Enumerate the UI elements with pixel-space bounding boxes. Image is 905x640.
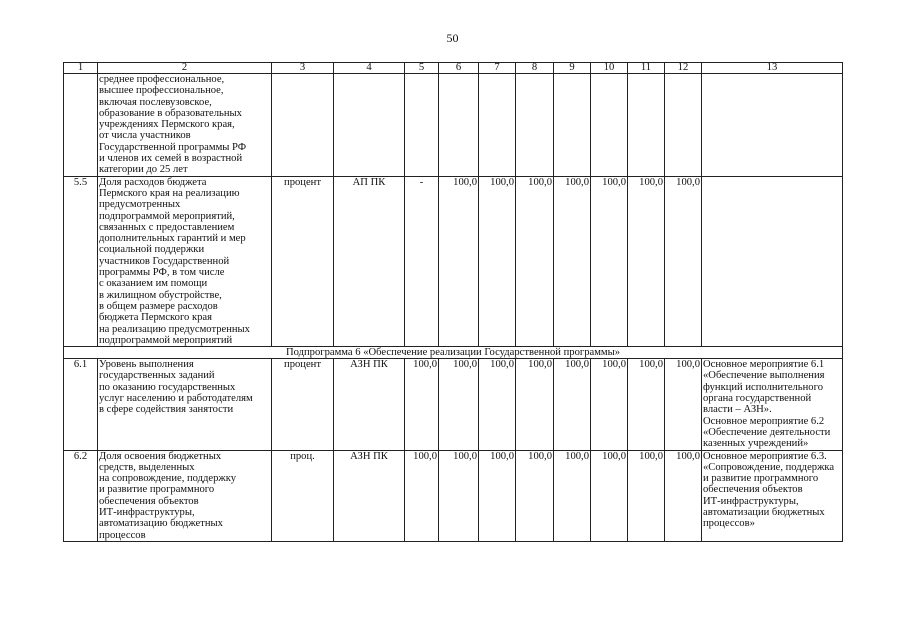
unit-cell: проц. bbox=[272, 450, 334, 541]
column-number: 10 bbox=[591, 63, 628, 74]
notes-cell bbox=[702, 176, 843, 346]
value-cell bbox=[665, 74, 702, 177]
value-cell: 100,0 bbox=[665, 450, 702, 541]
notes-cell: Основное мероприятие 6.1 «Обеспечение выполнения функций исполнительного органа государственной власти – АЗН». Основное мероприятие 6.2 «Обеспечение деятельности казенных учреждений» bbox=[702, 359, 843, 450]
value-cell: 100,0 bbox=[628, 450, 665, 541]
value-cell: 100,0 bbox=[554, 359, 591, 450]
subprogram-row bbox=[64, 347, 843, 359]
table-row bbox=[64, 359, 843, 450]
unit-cell: процент bbox=[272, 176, 334, 346]
value-cell bbox=[554, 74, 591, 177]
value-cell bbox=[479, 74, 516, 177]
unit-cell: процент bbox=[272, 359, 334, 450]
indicator-description: среднее профессиональное, высшее профессиональное, включая послевузовское, образование в образовательных учреждениях Пермского края, от числа участников Государственной программы РФ и членов их семей в возрастной категории до 25 лет bbox=[98, 74, 272, 177]
value-cell: 100,0 bbox=[628, 359, 665, 450]
row-number: 6.2 bbox=[64, 450, 98, 541]
notes-cell bbox=[702, 74, 843, 177]
value-cell: 100,0 bbox=[479, 176, 516, 346]
column-number: 5 bbox=[405, 63, 439, 74]
subprogram-title: Подпрограмма 6 «Обеспечение реализации Государственной программы» bbox=[64, 347, 843, 359]
page-number: 50 bbox=[446, 31, 459, 45]
value-cell: 100,0 bbox=[516, 359, 554, 450]
value-cell: 100,0 bbox=[479, 450, 516, 541]
column-number: 3 bbox=[272, 63, 334, 74]
column-number: 6 bbox=[439, 63, 479, 74]
column-number: 7 bbox=[479, 63, 516, 74]
column-number: 8 bbox=[516, 63, 554, 74]
value-cell: 100,0 bbox=[516, 450, 554, 541]
value-cell bbox=[405, 74, 439, 177]
value-cell bbox=[439, 74, 479, 177]
notes-cell: Основное мероприятие 6.3. «Сопровождение, поддержка и развитие программного обеспечения объектов ИТ-инфраструктуры, автоматизации бюджетных процессов» bbox=[702, 450, 843, 541]
value-cell: 100,0 bbox=[439, 359, 479, 450]
table-row bbox=[64, 176, 843, 346]
indicator-description: Доля освоения бюджетных средств, выделенных на сопровождение, поддержку и развитие программного обеспечения объектов ИТ-инфраструктуры, автоматизацию бюджетных процессов bbox=[98, 450, 272, 541]
value-cell: - bbox=[405, 176, 439, 346]
column-number: 9 bbox=[554, 63, 591, 74]
row-number bbox=[64, 74, 98, 177]
row-number: 6.1 bbox=[64, 359, 98, 450]
responsible-cell: АЗН ПК bbox=[334, 359, 405, 450]
table-row bbox=[64, 450, 843, 541]
column-number-row bbox=[64, 63, 843, 74]
indicator-description: Доля расходов бюджета Пермского края на реализацию предусмотренных подпрограммой мероприятий, связанных с предоставлением дополнительных гарантий и мер социальной поддержки участников Государственной программы РФ, в том числе с оказанием им помощи в жилищном обустройстве, в общем размере расходов бюджета Пермского края на реализацию предусмотренных подпрограммой мероприятий bbox=[98, 176, 272, 346]
unit-cell bbox=[272, 74, 334, 177]
responsible-cell bbox=[334, 74, 405, 177]
value-cell: 100,0 bbox=[591, 450, 628, 541]
value-cell: 100,0 bbox=[591, 359, 628, 450]
value-cell: 100,0 bbox=[665, 359, 702, 450]
column-number: 12 bbox=[665, 63, 702, 74]
column-number: 13 bbox=[702, 63, 843, 74]
value-cell: 100,0 bbox=[665, 176, 702, 346]
table-row bbox=[64, 74, 843, 177]
value-cell: 100,0 bbox=[439, 450, 479, 541]
responsible-cell: АП ПК bbox=[334, 176, 405, 346]
column-number: 4 bbox=[334, 63, 405, 74]
row-number: 5.5 bbox=[64, 176, 98, 346]
value-cell bbox=[591, 74, 628, 177]
value-cell: 100,0 bbox=[628, 176, 665, 346]
value-cell: 100,0 bbox=[405, 450, 439, 541]
value-cell bbox=[628, 74, 665, 177]
indicator-description: Уровень выполнения государственных заданий по оказанию государственных услуг населению и работодателям в сфере содействия занятости bbox=[98, 359, 272, 450]
value-cell: 100,0 bbox=[591, 176, 628, 346]
column-number: 11 bbox=[628, 63, 665, 74]
value-cell: 100,0 bbox=[405, 359, 439, 450]
value-cell: 100,0 bbox=[554, 450, 591, 541]
value-cell: 100,0 bbox=[554, 176, 591, 346]
value-cell: 100,0 bbox=[439, 176, 479, 346]
value-cell: 100,0 bbox=[516, 176, 554, 346]
column-number: 2 bbox=[98, 63, 272, 74]
value-cell bbox=[516, 74, 554, 177]
responsible-cell: АЗН ПК bbox=[334, 450, 405, 541]
column-number: 1 bbox=[64, 63, 98, 74]
value-cell: 100,0 bbox=[479, 359, 516, 450]
indicators-table bbox=[63, 62, 843, 542]
